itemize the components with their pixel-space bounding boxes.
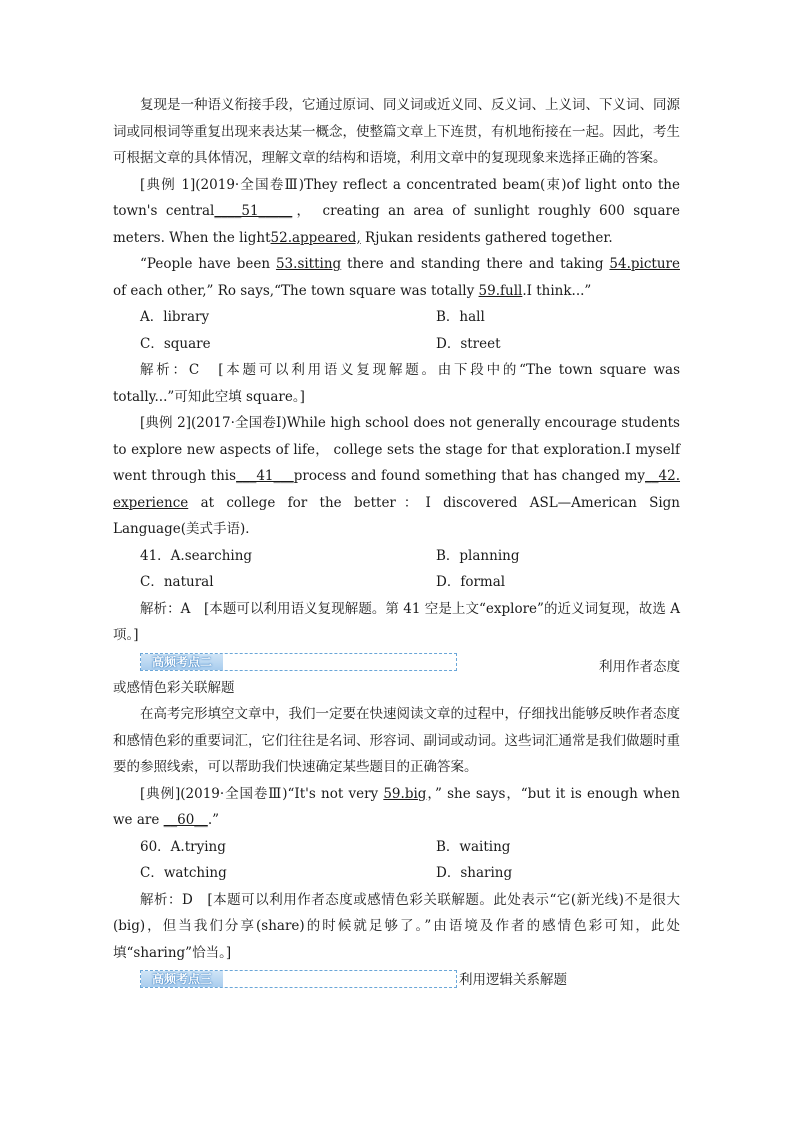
option-b: B．hall xyxy=(436,309,485,325)
answer-59-big: 59.big xyxy=(383,785,427,802)
example-1-analysis: 解析：C [本题可以利用语义复现解题。由下段中的“The town square was totally...”可知此空填 square。] xyxy=(113,362,680,405)
document-content xyxy=(113,92,680,992)
example-1-passage-a: [典例 1](2019·全国卷Ⅲ)They reflect a concentrated beam(束)of light onto the town's central____51_____， creating an area of sunlight roughly 600 square meters. When the light52.appeared, Rjukan residents gathered together. xyxy=(113,176,680,246)
example-2-analysis: 解析：A [本题可以利用语义复现解题。第 41 空是上文“explore”的近义词复现，故选 A 项。] xyxy=(113,600,680,643)
section-2-options-row-1 xyxy=(113,834,680,861)
blank-51: ____51_____ xyxy=(214,203,293,219)
option-a: 41．A.searching xyxy=(140,547,253,564)
answer-53: 53.sitting xyxy=(275,256,342,272)
section-3-badge: 高频考点三 xyxy=(141,971,223,987)
section-3-header xyxy=(113,966,680,992)
example-2-options-row-1 xyxy=(113,543,680,570)
answer-59: 59.full xyxy=(478,282,523,299)
section-2-title-b: 或感情色彩关联解题 xyxy=(113,679,235,696)
option-c: C．natural xyxy=(140,574,214,590)
intro-paragraph: 复现是一种语义衔接手段，它通过原词、同义词或近义同、反义词、上义词、下义词、同源词或同根词等重复出现来表达某一概念，使整篇文章上下连贯，有机地衔接在一起。因此，考生可根据文章的具体情况，理解文章的结构和语境，利用文章中的复现现象来选择正确的答案。 xyxy=(113,97,680,166)
section-2-badge: 高频考点二 xyxy=(141,654,223,670)
section-2-title-a: 利用作者态度 xyxy=(599,658,680,675)
example-1-options-row-2 xyxy=(113,331,680,358)
blank-41: ___41___ xyxy=(236,468,294,484)
section-2-header xyxy=(113,649,680,675)
example-2-passage: [典例 2](2017·全国卷Ⅰ)While high school does not generally encourage students to explore new aspects of life， college sets the stage for that exploration.I myself went through this___41___process and found something that has changed my__42. experience at college for the better：I discovered ASL—American Sign Language(美式手语)． xyxy=(113,415,681,537)
option-c: C．square xyxy=(140,335,211,352)
option-d: D．sharing xyxy=(436,865,513,881)
section-2-badge-frame xyxy=(140,653,457,671)
section-2-options-row-2 xyxy=(113,860,680,887)
blank-60: __60__ xyxy=(163,812,208,828)
option-a: 60．A.trying xyxy=(140,838,226,855)
option-c: C．watching xyxy=(140,865,227,881)
option-d: D．formal xyxy=(436,574,506,590)
section-2-intro: 在高考完形填空文章中，我们一定要在快速阅读文章的过程中，仔细找出能够反映作者态度和感情色彩的重要词汇，它们往往是名词、形容词、副词或动词。这些词汇通常是我们做题时重要的参照线索，可以帮助我们快速确定某些题目的正确答案。 xyxy=(113,706,680,775)
option-b: B．waiting xyxy=(436,838,511,855)
option-a: A．library xyxy=(140,309,210,325)
section-3-title: 利用逻辑关系解题 xyxy=(459,972,567,988)
answer-52: 52.appeared, xyxy=(270,229,361,246)
section-2-analysis: 解析：D [本题可以利用作者态度或感情色彩关联解题。此处表示“它(新光线)不是很大(big)，但当我们分享(share)的时候就足够了。”由语境及作者的感情色彩可知，此处填“sharing”恰当。] xyxy=(113,891,680,961)
option-d: D．street xyxy=(436,335,501,352)
option-b: B．planning xyxy=(436,547,520,564)
answer-54: 54.picture xyxy=(609,256,680,272)
example-1-options-row-1 xyxy=(113,304,680,331)
example-2-options-row-2 xyxy=(113,569,680,596)
example-1-passage-b: “People have been 53.sitting there and standing there and taking 54.picture of each other,” Ro says,“The town square was totally 59.full.I think...” xyxy=(113,256,680,299)
section-3-badge-frame xyxy=(140,970,457,988)
answer-42: __42. experience xyxy=(113,468,681,511)
section-2-example: [典例](2019·全国卷Ⅲ)“It's not very 59.big，” she says，“but it is enough when we are __60__.” xyxy=(113,785,680,828)
